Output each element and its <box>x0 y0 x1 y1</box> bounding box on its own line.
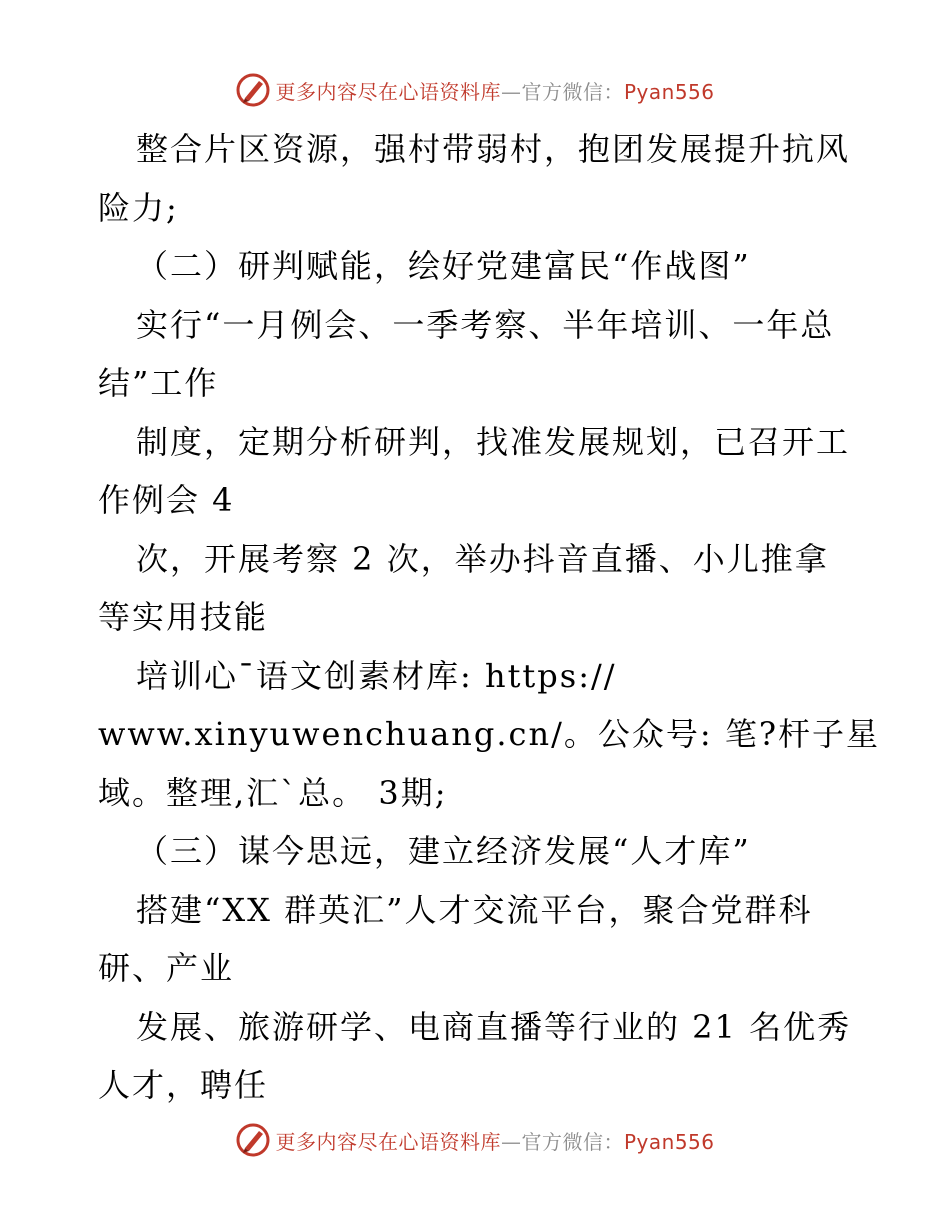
body-line: 搭建“XX 群英汇”人才交流平台，聚合党群科 <box>136 890 813 929</box>
body-line: 次，开展考察 2 次，举办抖音直播、小儿推拿 <box>136 539 829 578</box>
banner-main-text: 更多内容尽在心语资料库 <box>275 1129 501 1154</box>
banner-wechat-label: 官方微信： <box>521 79 624 104</box>
footer-banner <box>0 1120 950 1160</box>
body-line: 培训心¯语文创素材库: https:// <box>136 656 617 695</box>
banner-text <box>275 76 714 105</box>
banner-wechat-handle: Pyan556 <box>623 1129 715 1154</box>
body-line: 整合片区资源，强村带弱村，抱团发展提升抗风 <box>136 130 851 168</box>
body-line: 人才，聘任 <box>98 1066 269 1104</box>
banner-wechat-handle: Pyan556 <box>623 79 715 104</box>
pen-logo-icon <box>235 72 271 108</box>
body-line: www.xinyuwenchuang.cn/。公众号: 笔?杆子星 <box>98 715 880 753</box>
banner-text <box>275 1126 714 1155</box>
banner-main-text: 更多内容尽在心语资料库 <box>275 79 501 104</box>
body-line: 险力; <box>98 188 179 227</box>
pen-logo-icon <box>235 1122 271 1158</box>
header-banner <box>0 70 950 110</box>
banner-wechat-label: 官方微信： <box>521 1129 624 1154</box>
body-line: 研、产业 <box>98 949 235 987</box>
body-line: 制度，定期分析研判，找准发展规划，已召开工 <box>136 422 851 461</box>
section-heading: （三）谋今思远，建立经济发展“人才库” <box>136 832 751 870</box>
body-line: 作例会 4 <box>98 481 235 519</box>
body-line: 结”工作 <box>98 364 219 402</box>
section-heading: （二）研判赋能，绘好党建富民“作战图” <box>136 247 751 285</box>
banner-dash: — <box>500 1129 522 1154</box>
body-line: 实行“一月例会、一季考察、半年培训、一年总 <box>136 305 835 344</box>
document-body <box>98 120 880 1115</box>
banner-dash: — <box>500 79 522 104</box>
body-line: 域。整理,汇`总。 3期; <box>98 773 448 812</box>
body-line: 等实用技能 <box>98 598 269 636</box>
body-line: 发展、旅游研学、电商直播等行业的 21 名优秀 <box>136 1007 852 1046</box>
